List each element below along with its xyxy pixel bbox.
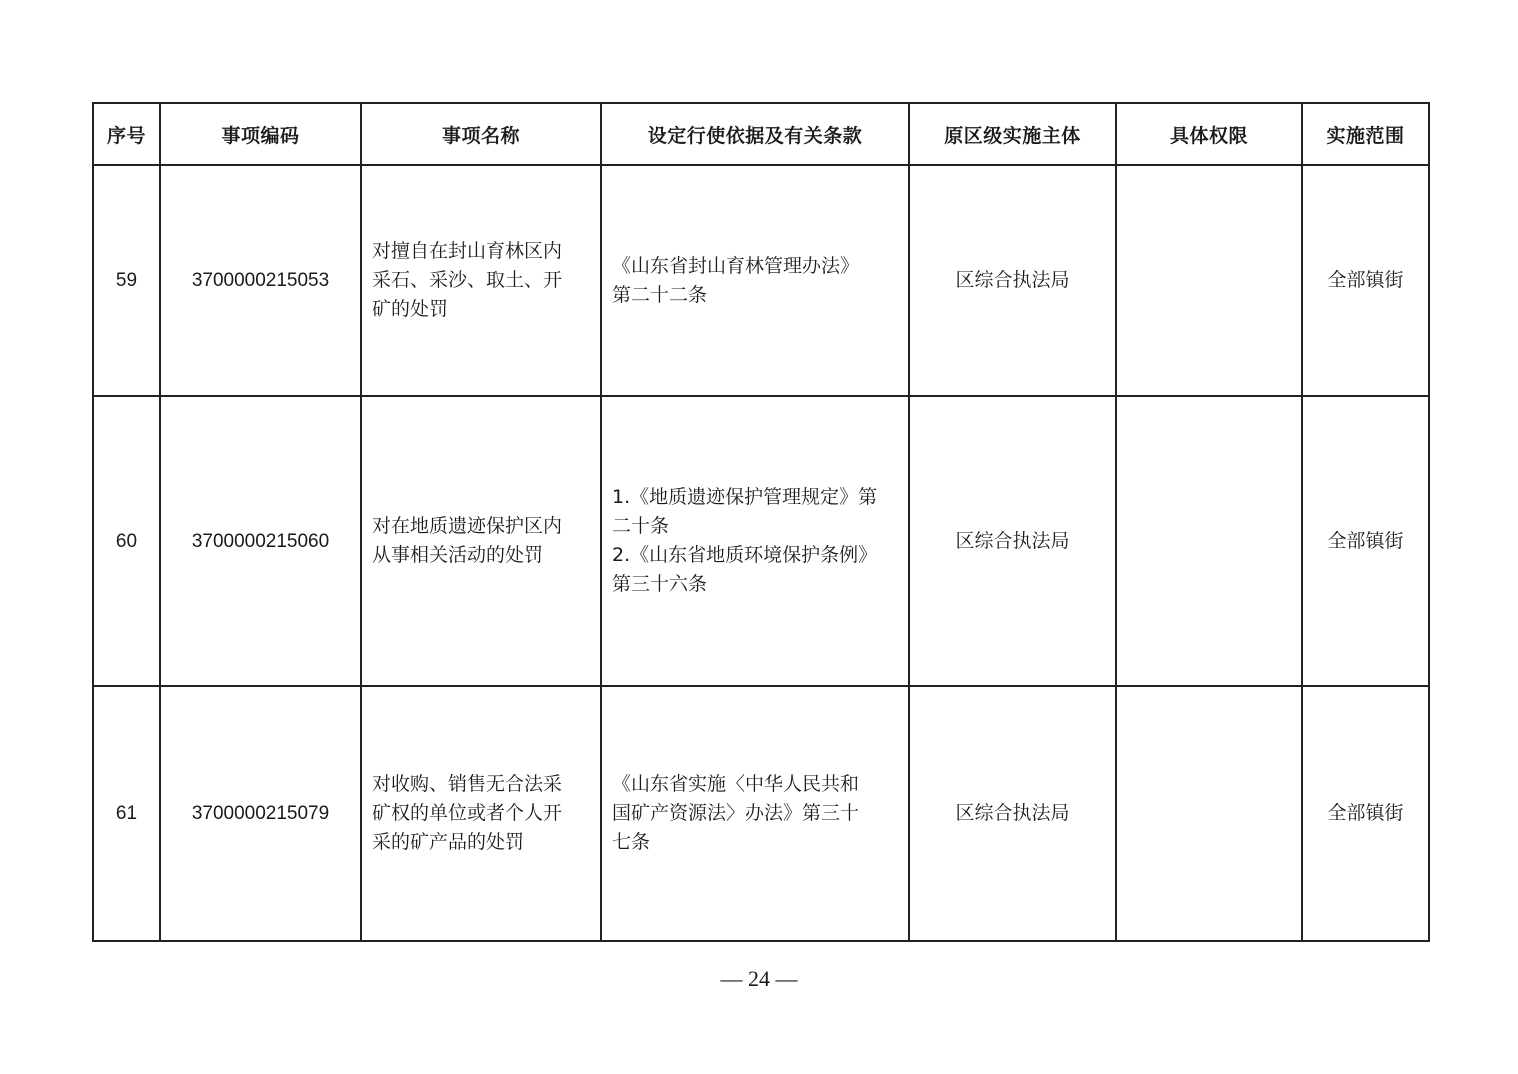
header-legal-basis: 设定行使依据及有关条款 [601, 103, 909, 165]
header-specific-authority: 具体权限 [1116, 103, 1302, 165]
row-index: 60 [93, 396, 160, 686]
table-header [93, 103, 1429, 165]
row-implementing-subject: 区综合执法局 [909, 396, 1116, 686]
row-item-name: 对在地质遗迹保护区内 从事相关活动的处罚 [361, 396, 601, 686]
row-specific-authority [1116, 396, 1302, 686]
row-item-code: 3700000215079 [160, 686, 361, 941]
row-item-name: 对擅自在封山育林区内 采石、采沙、取土、开 矿的处罚 [361, 165, 601, 396]
row-index: 61 [93, 686, 160, 941]
row-specific-authority [1116, 165, 1302, 396]
enforcement-items-table [92, 102, 1430, 942]
header-scope: 实施范围 [1302, 103, 1429, 165]
row-item-code: 3700000215053 [160, 165, 361, 396]
row-scope: 全部镇街 [1302, 686, 1429, 941]
table-row [93, 686, 1429, 941]
page-number: — 24 — [720, 966, 798, 991]
row-scope: 全部镇街 [1302, 165, 1429, 396]
header-row [93, 103, 1429, 165]
row-legal-basis: 《山东省实施〈中华人民共和 国矿产资源法〉办法》第三十 七条 [601, 686, 909, 941]
row-item-code: 3700000215060 [160, 396, 361, 686]
header-item-name: 事项名称 [361, 103, 601, 165]
row-scope: 全部镇街 [1302, 396, 1429, 686]
header-index: 序号 [93, 103, 160, 165]
table-row [93, 165, 1429, 396]
row-item-name: 对收购、销售无合法采 矿权的单位或者个人开 采的矿产品的处罚 [361, 686, 601, 941]
table-body [93, 165, 1429, 941]
header-item-code: 事项编码 [160, 103, 361, 165]
row-implementing-subject: 区综合执法局 [909, 686, 1116, 941]
row-legal-basis: 1.《地质遗迹保护管理规定》第 二十条 2.《山东省地质环境保护条例》 第三十六条 [601, 396, 909, 686]
table-row [93, 396, 1429, 686]
row-specific-authority [1116, 686, 1302, 941]
row-legal-basis: 《山东省封山育林管理办法》 第二十二条 [601, 165, 909, 396]
header-implementing-subject: 原区级实施主体 [909, 103, 1116, 165]
row-implementing-subject: 区综合执法局 [909, 165, 1116, 396]
row-index: 59 [93, 165, 160, 396]
